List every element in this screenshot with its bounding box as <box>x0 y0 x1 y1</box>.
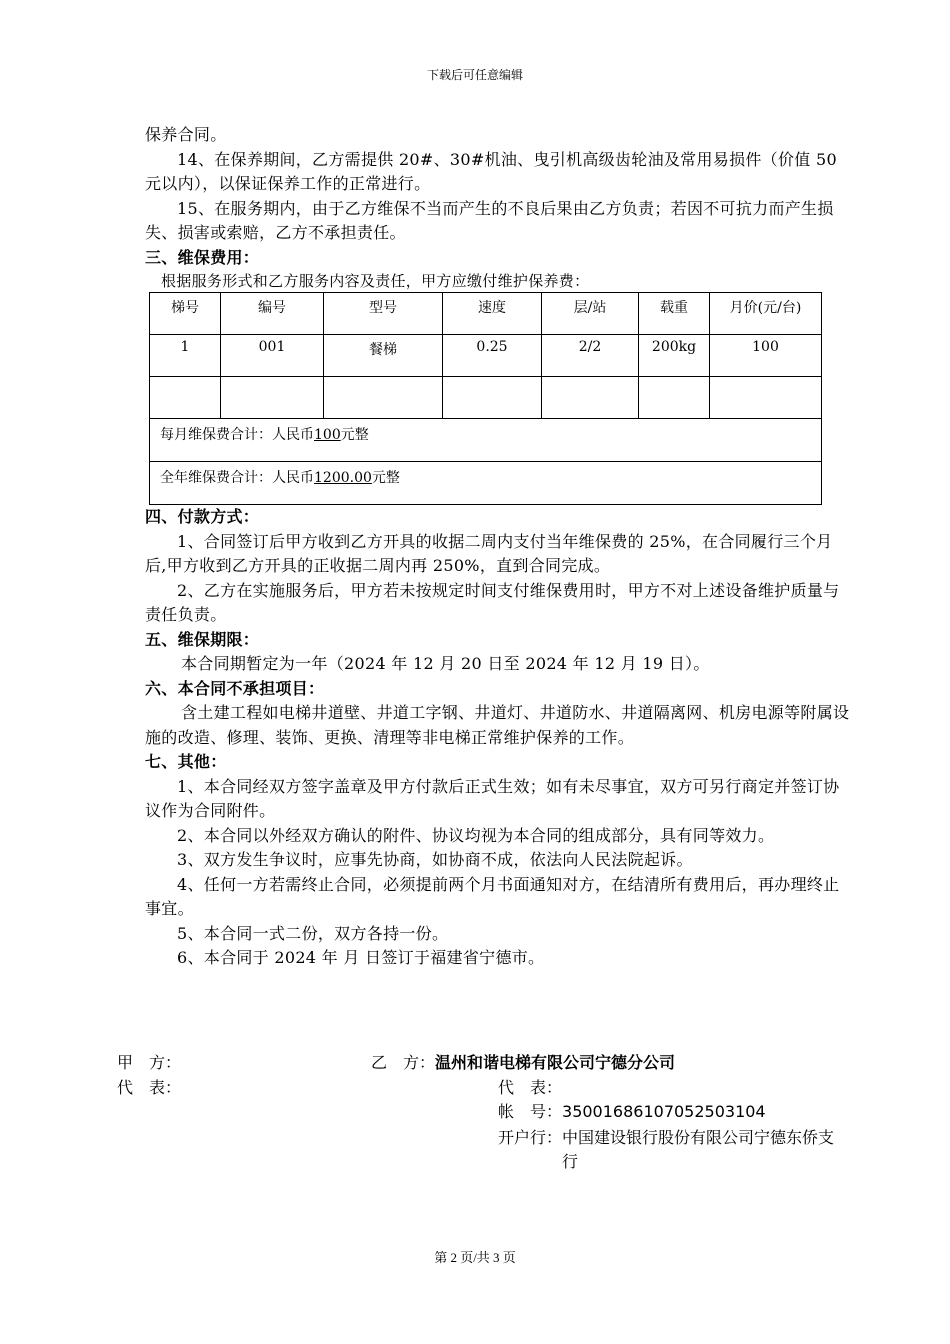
party-b-label: 乙 方： <box>371 1053 436 1072</box>
page-footer: 第 2 页/共 3 页 <box>434 1250 516 1265</box>
col-header: 速度 <box>443 293 542 335</box>
col-header: 层/站 <box>542 293 639 335</box>
party-b-name: 温州和谐电梯有限公司宁德分公司 <box>435 1053 676 1072</box>
table-row <box>150 377 822 419</box>
clause-continuation: 保养合同。 <box>145 125 227 144</box>
table-cell: 0.25 <box>443 335 542 377</box>
contract-body <box>145 123 850 971</box>
monthly-total-suffix: 元整 <box>340 427 369 443</box>
section-5-heading: 五、维保期限： <box>145 629 260 649</box>
party-a-rep-label: 代 表： <box>117 1078 182 1097</box>
page-header: 下载后可任意编辑 <box>426 68 523 82</box>
table-cell <box>221 377 324 419</box>
account-label: 帐 号： <box>498 1102 563 1121</box>
payment-item-1: 1、合同签订后甲方收到乙方开具的收据二周内支付当年维保费的 25%，在合同履行三个月后,甲方收到乙方开具的正收据二周内再 250%，直到合同完成。 <box>145 531 833 575</box>
section-4-heading: 四、付款方式： <box>145 507 260 526</box>
party-a-label: 甲 方： <box>117 1053 182 1072</box>
table-cell: 1 <box>150 335 221 377</box>
yearly-total-row <box>150 462 822 505</box>
yearly-total-value: 1200.00 <box>314 470 372 486</box>
clause-14: 14、在保养期间，乙方需提供 20#、30#机油、曳引机高级齿轮油及常用易损件（价值 50 元以内），以保证保养工作的正常进行。 <box>145 149 837 193</box>
yearly-total-suffix: 元整 <box>371 470 400 486</box>
exclusions-text: 含土建工程如电梯井道壁、井道工字钢、井道灯、井道防水、井道隔离网、机房电源等附属设施的改造、修理、装饰、更换、清理等非电梯正常维护保养的工作。 <box>145 703 850 747</box>
bank-value: 中国建设银行股份有限公司宁德东侨支行 <box>562 1128 835 1171</box>
party-b-rep-label: 代 表： <box>498 1078 563 1097</box>
table-cell <box>710 377 822 419</box>
table-cell <box>150 377 221 419</box>
term-text: 本合同期暂定为一年（2024 年 12 月 20 日至 2024 年 12 月 19 日）。 <box>181 654 710 673</box>
table-cell: 2/2 <box>542 335 639 377</box>
yearly-total-prefix: 全年维保费合计：人民币 <box>160 470 314 486</box>
party-b <box>371 1051 675 1075</box>
section-3-lead: 根据服务形式和乙方服务内容及责任，甲方应缴付维护保养费： <box>161 272 590 290</box>
other-item-1: 1、本合同经双方签字盖章及甲方付款后正式生效；如有未尽事宜，双方可另行商定并签订协议作为合同附件。 <box>145 776 840 820</box>
table-row <box>150 335 822 377</box>
other-item-4: 4、任何一方若需终止合同，必须提前两个月书面通知对方，在结清所有费用后，再办理终止事宜。 <box>145 874 840 918</box>
col-header: 载重 <box>639 293 710 335</box>
other-item-6: 6、本合同于 2024 年 月 日签订于福建省宁德市。 <box>177 948 545 967</box>
table-cell <box>443 377 542 419</box>
other-item-2: 2、本合同以外经双方确认的附件、协议均视为本合同的组成部分，具有同等效力。 <box>177 825 775 845</box>
col-header: 编号 <box>221 293 324 335</box>
table-cell: 餐梯 <box>324 335 443 377</box>
bank <box>498 1126 858 1174</box>
table-cell <box>324 377 443 419</box>
col-header: 梯号 <box>150 293 221 335</box>
section-7-heading: 七、其他： <box>145 752 227 771</box>
table-cell: 100 <box>710 335 822 377</box>
table-cell: 200kg <box>639 335 710 377</box>
monthly-total-cell <box>150 419 822 462</box>
monthly-total-value: 100 <box>314 427 341 443</box>
monthly-total-row <box>150 419 822 462</box>
table-header-row <box>150 293 822 335</box>
bank-label: 开户行： <box>498 1128 563 1147</box>
table-cell <box>639 377 710 419</box>
other-item-3: 3、双方发生争议时，应事先协商，如协商不成，依法向人民法院起诉。 <box>177 850 693 869</box>
payment-item-2: 2、乙方在实施服务后，甲方若未按规定时间支付维保费用时，甲方不对上述设备维护质量与责任负责。 <box>145 580 840 624</box>
table-cell <box>542 377 639 419</box>
section-3-heading: 三、维保费用： <box>145 247 260 267</box>
account <box>498 1100 766 1124</box>
clause-15: 15、在服务期内，由于乙方维保不当而产生的不良后果由乙方负责；若因不可抗力而产生损失、损害或索赔，乙方不承担责任。 <box>145 198 834 242</box>
section-6-heading: 六、本合同不承担项目： <box>145 678 325 698</box>
col-header: 月价(元/台) <box>710 293 822 335</box>
yearly-total-cell <box>150 462 822 505</box>
col-header: 型号 <box>324 293 443 335</box>
monthly-total-prefix: 每月维保费合计：人民币 <box>160 427 314 443</box>
account-value: 35001686107052503104 <box>562 1102 766 1121</box>
fee-table <box>149 292 822 505</box>
table-cell: 001 <box>221 335 324 377</box>
other-item-5: 5、本合同一式二份，双方各持一份。 <box>177 923 449 943</box>
